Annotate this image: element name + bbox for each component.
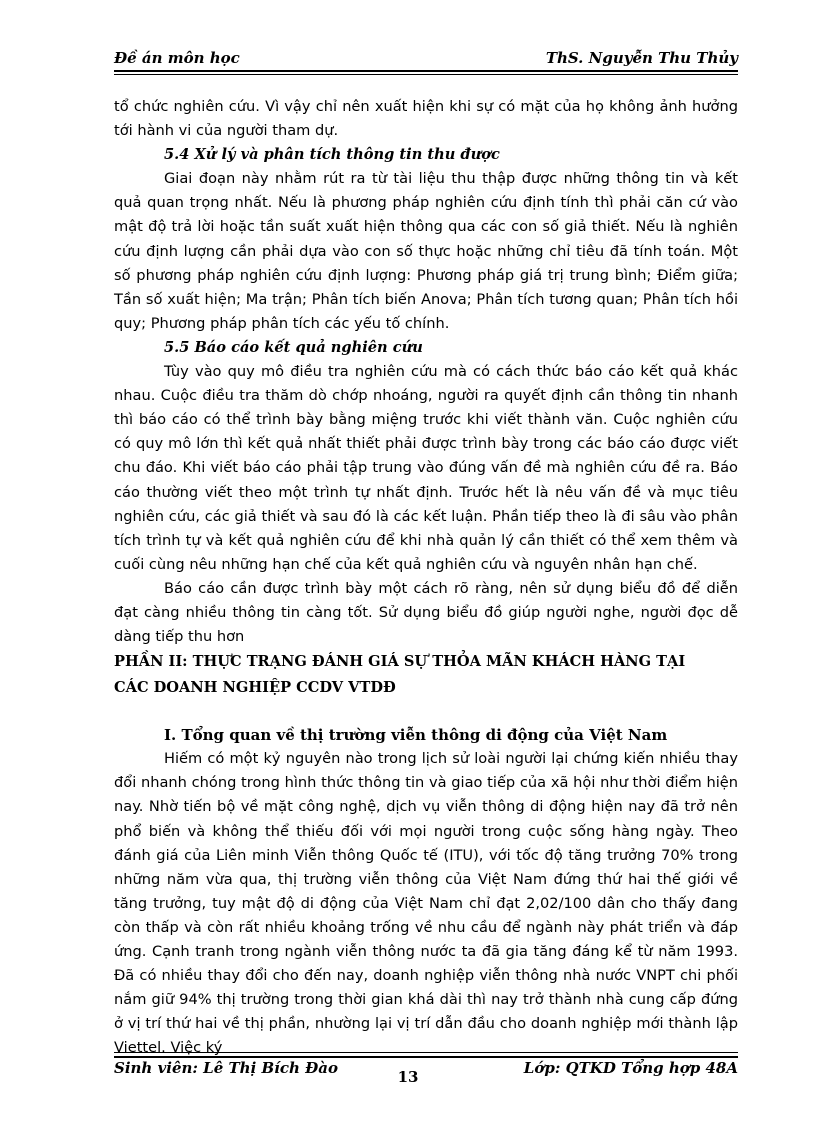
paragraph-report: Tùy vào quy mô điều tra nghiên cứu mà có cách thức báo cáo kết quả khác nhau. Cuộc điều tra thăm dò chớp nhoáng, người ra quyết định cần thông tin nhanh thì báo cáo có thể trình bày bằng miệng trước khi viết thành văn. Cuộc nghiên cứu có quy mô lớn thì kết quả nhất thiết phải được trình bày trong các báo cáo được viết chu đáo. Khi viết báo cáo phải tập trung vào đúng vấn đề mà nghiên cứu đề ra. Báo cáo thường viết theo một trình tự nhất định. Trước hết là nêu vấn đề và mục tiêu nghiên cứu, các giả thiết và sau đó là các kết luận. Phần tiếp theo là đi sâu vào phân tích trình tự và kết quả nghiên cứu để khi nhà quản lý cần thiết có thể xem thêm và cuối cùng nêu những hạn chế của kết quả nghiên cứu và nguyên nhân hạn chế. (114, 363, 738, 573)
page-body (114, 95, 738, 1060)
part-title-line-1: PHẦN II: THỰC TRẠNG ĐÁNH GIÁ SỰ THỎA MÃN KHÁCH HÀNG TẠI (114, 653, 686, 671)
header-instructor: ThS. Nguyễn Thu Thủy (545, 49, 738, 67)
subheading-5-4: 5.4 Xử lý và phân tích thông tin thu được (164, 146, 500, 164)
footer-rule-thin (114, 1052, 738, 1053)
header-rule-thin (114, 74, 738, 75)
header-rule (114, 70, 738, 72)
paragraph-continuation: tổ chức nghiên cứu. Vì vậy chỉ nên xuất hiện khi sự có mặt của họ không ảnh hưởng tới hành vi của người tham dự. (114, 98, 738, 140)
header-course-label: Đề án môn học (114, 49, 240, 67)
paragraph-market-overview: Hiếm có một kỷ nguyên nào trong lịch sử loài người lại chứng kiến nhiều thay đổi nhanh chóng trong hình thức thông tin và giao tiếp của xã hội như thời điểm hiện nay. Nhờ tiến bộ về mặt công nghệ, dịch vụ viễn thông di động hiện nay đã trở nên phổ biến và không thể thiếu đối với mọi người trong cuộc sống hàng ngày. Theo đánh giá của Liên minh Viễn thông Quốc tế (ITU), với tốc độ tăng trưởng 70% trong những năm vừa qua, thị trường viễn thông của Việt Nam đứng thứ hai thế giới về tăng trưởng, tuy mật độ di động của Việt Nam chỉ đạt 2,02/100 dân cho thấy đang còn thấp và còn rất nhiều khoảng trống về nhu cầu để ngành này phát triển và đáp ứng. Cạnh tranh trong ngành viễn thông nước ta đã gia tăng đáng kể từ năm 1993. Đã có nhiều thay đổi cho đến nay, doanh nghiệp viễn thông nhà nước VNPT chi phối nắm giữ 94% thị trường trong thời gian khá dài thì nay trở thành nhà cung cấp đứng ở vị trí thứ hai về thị phần, nhường lại vị trí dẫn đầu cho doanh nghiệp mới thành lập Viettel. Việc ký (114, 750, 738, 1057)
part-title-line-2: CÁC DOANH NGHIỆP CCDV VTDĐ (114, 679, 396, 697)
footer-student: Sinh viên: Lê Thị Bích Đào (114, 1059, 338, 1077)
footer-class: Lớp: QTKD Tổng hợp 48A (523, 1059, 738, 1077)
section-title-i: I. Tổng quan về thị trường viễn thông di động của Việt Nam (164, 726, 668, 745)
paragraph-report-charts: Báo cáo cần được trình bày một cách rõ ràng, nên sử dụng biểu đồ để diễn đạt càng nhiều thông tin càng tốt. Sử dụng biểu đồ giúp người nghe, người đọc dễ dàng tiếp thu hơn (114, 579, 738, 646)
footer-rule (114, 1056, 738, 1058)
page-number: 13 (397, 1068, 419, 1086)
page-header (114, 46, 738, 70)
paragraph-analysis: Giai đoạn này nhằm rút ra từ tài liệu thu thập được những thông tin và kết quả quan trọng nhất. Nếu là phương pháp nghiên cứu định tính thì phải căn cứ vào mật độ trả lời hoặc tần suất xuất hiện thông qua các con số giả thiết. Nếu là nghiên cứu định lượng cần phải dựa vào con số thực hoặc những chỉ tiêu đã tính toán. Một số phương pháp nghiên cứu định lượng: Phương pháp giá trị trung bình; Điểm giữa; Tần số xuất hiện; Ma trận; Phân tích biến Anova; Phân tích tương quan; Phân tích hồi quy; Phương pháp phân tích các yếu tố chính. (114, 170, 738, 332)
spacer (114, 701, 738, 723)
subheading-5-5: 5.5 Báo cáo kết quả nghiên cứu (164, 338, 423, 356)
